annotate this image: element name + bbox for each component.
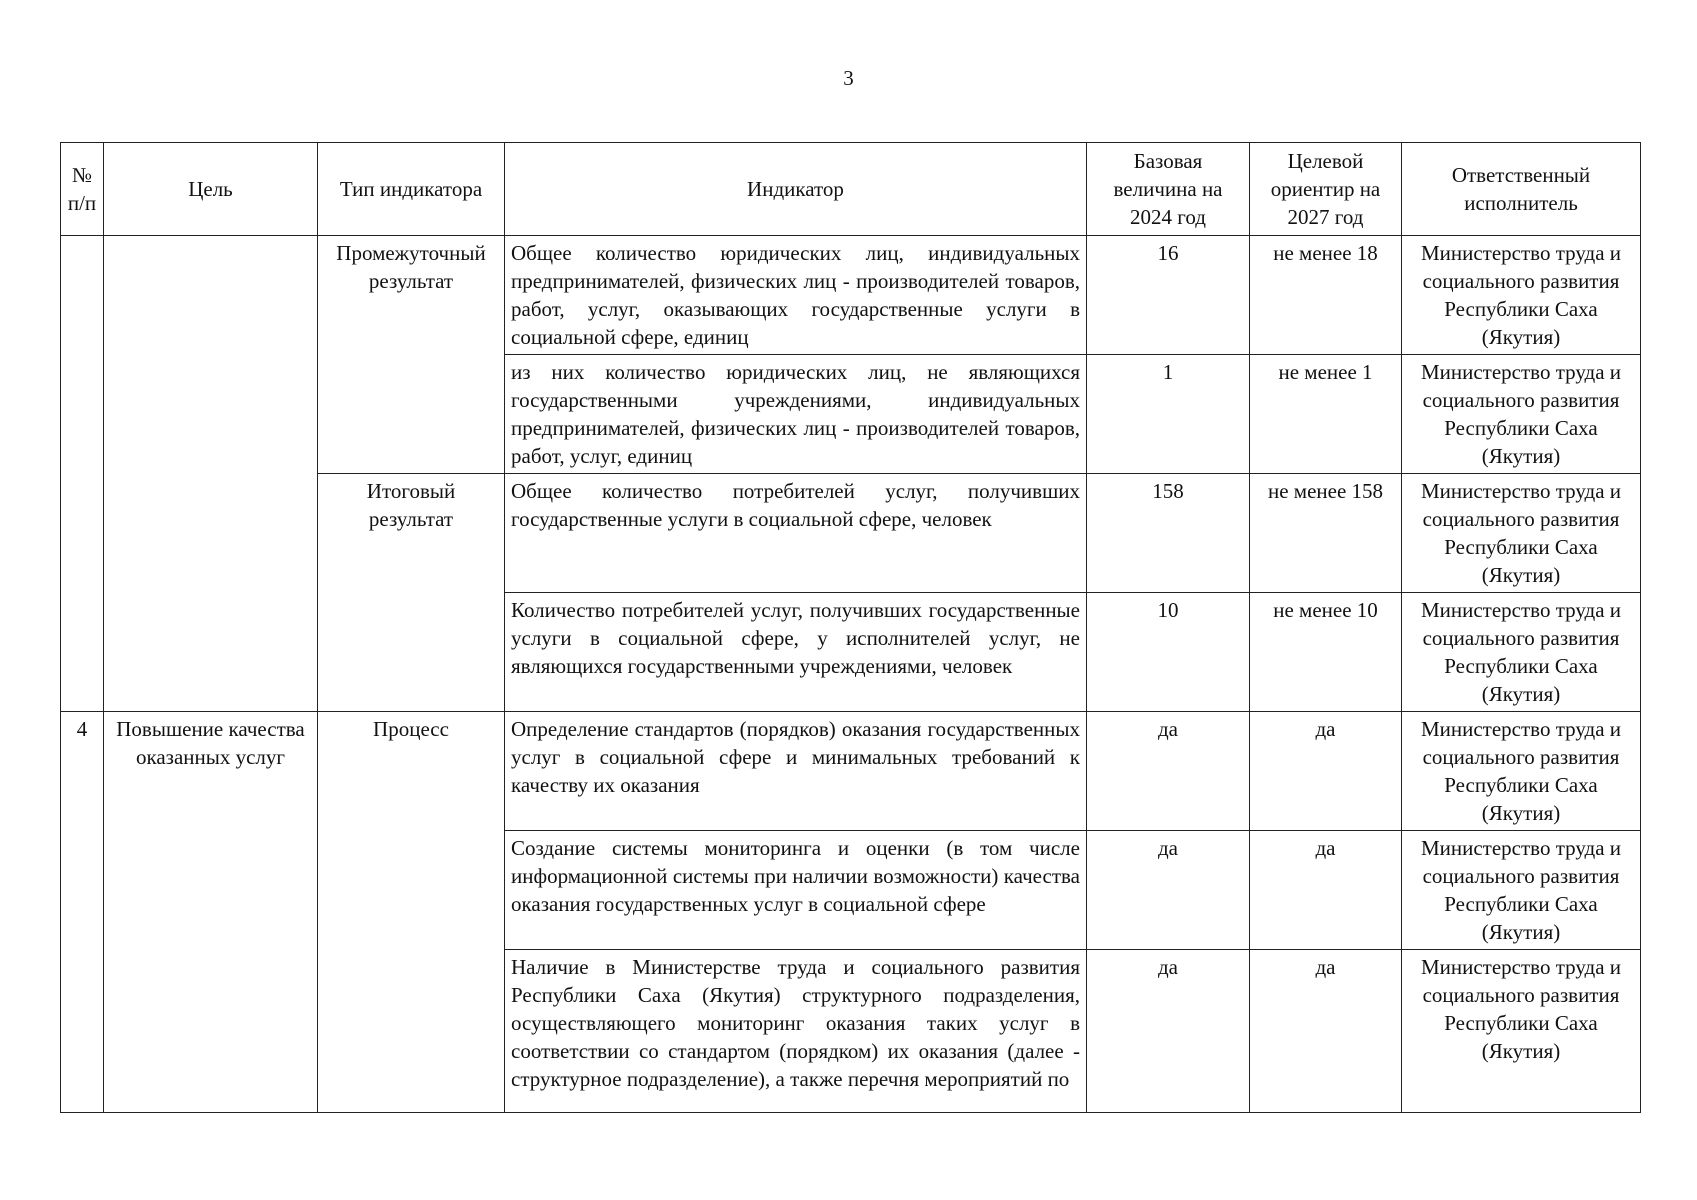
- responsible-cell: Министерство труда и социального развития Республики Саха (Якутия): [1402, 712, 1641, 831]
- goal-cell: Повышение качества оказанных услуг: [104, 712, 318, 1113]
- responsible-cell: Министерство труда и социального развития Республики Саха (Якутия): [1402, 593, 1641, 712]
- table-row: [61, 236, 1641, 355]
- indicator-cell: Общее количество потребителей услуг, получивших государственные услуги в социальной сфере, человек: [505, 474, 1087, 593]
- target-value-cell: не менее 10: [1250, 593, 1402, 712]
- header-indicator: Индикатор: [505, 143, 1087, 236]
- base-value-cell: да: [1087, 712, 1250, 831]
- base-value-cell: 16: [1087, 236, 1250, 355]
- base-value-cell: 10: [1087, 593, 1250, 712]
- base-value-cell: 1: [1087, 355, 1250, 474]
- responsible-cell: Министерство труда и социального развития Республики Саха (Якутия): [1402, 355, 1641, 474]
- header-type: Тип индикатора: [318, 143, 505, 236]
- base-value-cell: да: [1087, 950, 1250, 1113]
- table-row: [61, 712, 1641, 831]
- indicator-cell: Наличие в Министерстве труда и социального развития Республики Саха (Якутия) структурного подразделения, осуществляющего мониторинг оказания таких услуг в соответствии со стандартом (порядком) их оказания (далее - структурное подразделение), а также перечня мероприятий по: [505, 950, 1087, 1113]
- type-cell: Промежуточный результат: [318, 236, 505, 474]
- header-responsible: Ответственный исполнитель: [1402, 143, 1641, 236]
- indicator-cell: Общее количество юридических лиц, индивидуальных предпринимателей, физических лиц - производителей товаров, работ, услуг, оказывающих государственные услуги в социальной сфере, единиц: [505, 236, 1087, 355]
- header-target: Целевой ориентир на 2027 год: [1250, 143, 1402, 236]
- type-cell: Итоговый результат: [318, 474, 505, 712]
- target-value-cell: да: [1250, 712, 1402, 831]
- num-cell: 4: [61, 712, 104, 1113]
- target-value-cell: не менее 18: [1250, 236, 1402, 355]
- table-header-row: [61, 143, 1641, 236]
- target-value-cell: не менее 158: [1250, 474, 1402, 593]
- target-value-cell: да: [1250, 831, 1402, 950]
- responsible-cell: Министерство труда и социального развития Республики Саха (Якутия): [1402, 950, 1641, 1113]
- goal-cell-empty: [104, 236, 318, 712]
- base-value-cell: да: [1087, 831, 1250, 950]
- num-cell-empty: [61, 236, 104, 712]
- base-value-cell: 158: [1087, 474, 1250, 593]
- target-value-cell: не менее 1: [1250, 355, 1402, 474]
- responsible-cell: Министерство труда и социального развития Республики Саха (Якутия): [1402, 236, 1641, 355]
- indicator-cell: Количество потребителей услуг, получивших государственные услуги в социальной сфере, у исполнителей услуг, не являющихся государственными учреждениями, человек: [505, 593, 1087, 712]
- indicator-cell: Определение стандартов (порядков) оказания государственных услуг в социальной сфере и минимальных требований к качеству их оказания: [505, 712, 1087, 831]
- indicators-table: [60, 142, 1641, 1113]
- indicator-cell: Создание системы мониторинга и оценки (в том числе информационной системы при наличии возможности) качества оказания государственных услуг в социальной сфере: [505, 831, 1087, 950]
- type-cell: Процесс: [318, 712, 505, 1113]
- responsible-cell: Министерство труда и социального развития Республики Саха (Якутия): [1402, 474, 1641, 593]
- header-num: № п/п: [61, 143, 104, 236]
- target-value-cell: да: [1250, 950, 1402, 1113]
- page-number: 3: [843, 66, 854, 90]
- header-base: Базовая величина на 2024 год: [1087, 143, 1250, 236]
- header-goal: Цель: [104, 143, 318, 236]
- indicator-cell: из них количество юридических лиц, не являющихся государственными учреждениями, индивидуальных предпринимателей, физических лиц - производителей товаров, работ, услуг, единиц: [505, 355, 1087, 474]
- responsible-cell: Министерство труда и социального развития Республики Саха (Якутия): [1402, 831, 1641, 950]
